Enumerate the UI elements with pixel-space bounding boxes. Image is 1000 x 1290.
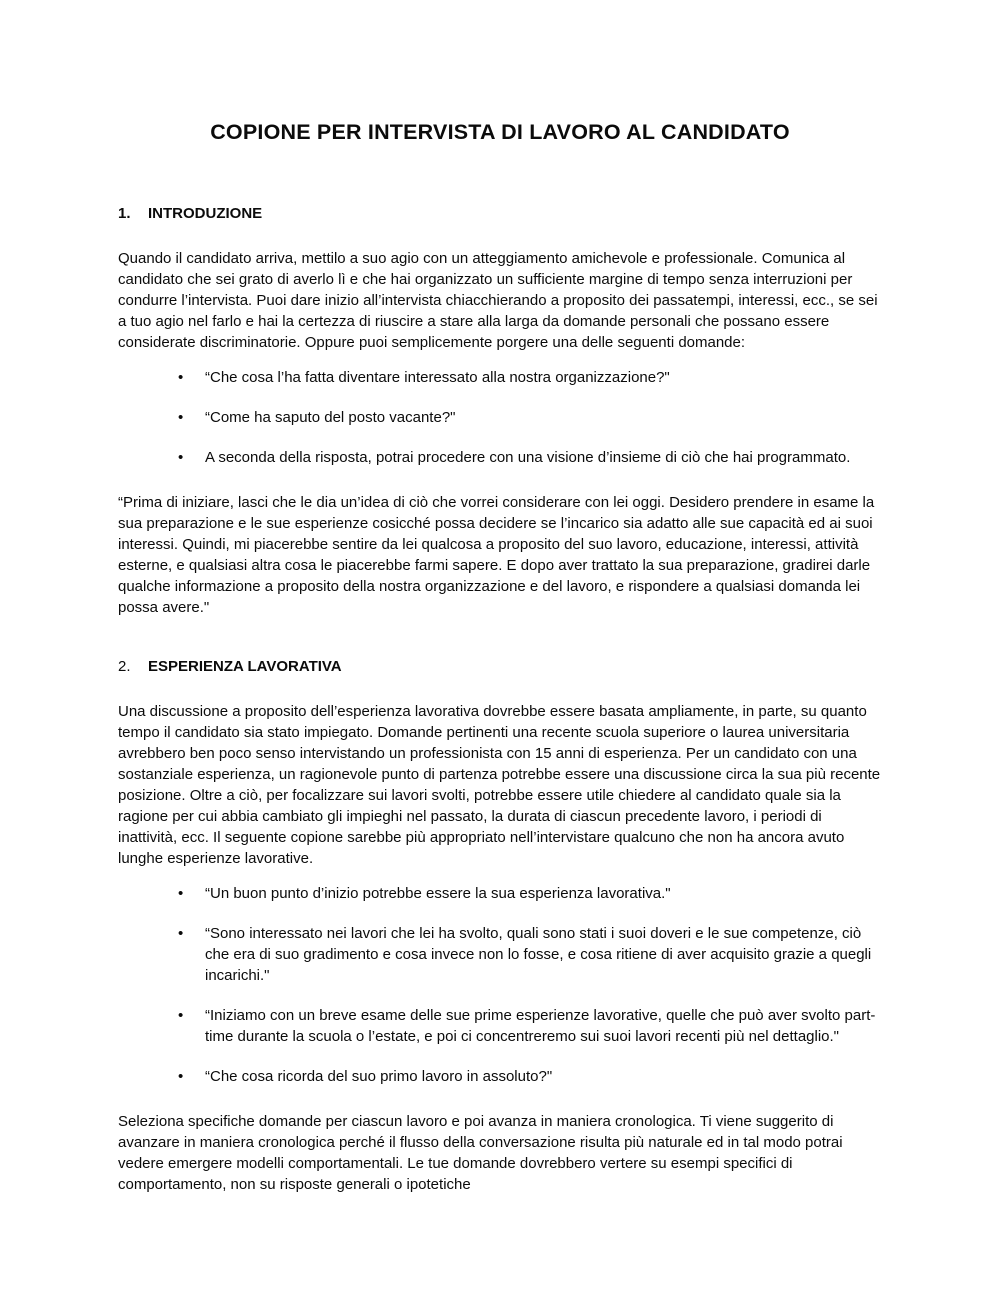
list-item: • “Che cosa ricorda del suo primo lavoro in assoluto?" — [205, 1066, 882, 1087]
section-1-heading — [118, 203, 882, 224]
section-introduzione — [118, 203, 882, 618]
section-2-heading-label: ESPERIENZA LAVORATIVA — [148, 658, 342, 675]
section-1-intro-paragraph: Quando il candidato arriva, mettilo a suo agio con un atteggiamento amichevole e professionale. Comunica al candidato che sei grato di averlo lì e che hai organizzato un sufficiente margine di tempo senza interruzioni per condurre l’intervista. Puoi dare inizio all’intervista chiacchierando a proposito dei passatempi, interessi, ecc., se sei a tuo agio nel farlo e hai la certezza di riuscire a stare alla larga da domande personali che possano essere considerate discriminatorie. Oppure puoi semplicemente porgere una delle seguenti domande: — [118, 250, 878, 351]
section-2-closing-paragraph: Seleziona specifiche domande per ciascun lavoro e poi avanza in maniera cronologica. Ti viene suggerito di avanzare in maniera cronologica perché il flusso della conversazione risulta più naturale ed in tal modo potrai vedere emergere modelli comportamentali. Le tue domande dovrebbero vertere su esempi specifici di comportamento, non su risposte generali o ipotetiche — [118, 1113, 843, 1193]
section-1-bullet-list — [118, 367, 882, 468]
section-1-closing-paragraph: “Prima di iniziare, lasci che le dia un’idea di ciò che vorrei considerare con lei oggi. Desidero prendere in esame la sua preparazione e le sue esperienze cosicché possa decidere se l’incarico sia adatto alle sue capacità ed ai suoi interessi. Quindi, mi piacerebbe sentire da lei qualcosa a proposito del suo lavoro, educazione, interessi, attività esterne, e qualsiasi altra cosa le piacerebbe farmi sapere. E dopo aver trattato la sua preparazione, gradirei darle qualche informazione a proposito della nostra organizzazione e del lavoro, e rispondere a qualsiasi domanda lei possa avere." — [118, 494, 875, 616]
list-item: • “Come ha saputo del posto vacante?" — [205, 407, 882, 428]
section-2-intro-paragraph: Una discussione a proposito dell’esperienza lavorativa dovrebbe essere basata ampliamente, in parte, su quanto tempo il candidato sia stato impiegato. Domande pertinenti una recente scuola superiore o laurea universitaria avrebbero ben poco senso intervistando un professionista con 15 anni di esperienza. Per un candidato con una sostanziale esperienza, un ragionevole punto di partenza potrebbe essere una discussione circa la sua più recente posizione. Oltre a ciò, per focalizzare sui lavori svolti, potrebbe essere utile chiedere al candidato quale sia la ragione per cui abbia cambiato gli impieghi nel passato, la durata di ciascun precedente lavoro, i periodi di inattività, ecc. Il seguente copione sarebbe più appropriato nell’intervistare qualcuno che non ha ancora avuto lunghe esperienze lavorative. — [118, 703, 881, 867]
section-2-number: 2. — [118, 658, 131, 675]
section-2-bullet-list — [118, 883, 882, 1087]
list-item: • “Iniziamo con un breve esame delle sue prime esperienze lavorative, quelle che può aver svolto part-time durante la scuola o l’estate, e poi ci concentreremo sui suoi lavori recenti più nel dettaglio." — [205, 1005, 882, 1047]
list-item: • “Che cosa l’ha fatta diventare interessato alla nostra organizzazione?" — [205, 367, 882, 388]
document-title: COPIONE PER INTERVISTA DI LAVORO AL CANDIDATO — [210, 120, 790, 144]
list-item: • “Un buon punto d’inizio potrebbe essere la sua esperienza lavorativa." — [205, 883, 882, 904]
section-2-heading — [118, 656, 882, 677]
list-item: • A seconda della risposta, potrai procedere con una visione d’insieme di ciò che hai programmato. — [205, 447, 882, 468]
list-item: • “Sono interessato nei lavori che lei ha svolto, quali sono stati i suoi doveri e le sue competenze, ciò che era di suo gradimento e cosa invece non lo fosse, e cosa ritiene di aver acquisito grazie a quegli incarichi." — [205, 923, 882, 986]
section-1-number: 1. — [118, 205, 131, 222]
section-esperienza-lavorativa — [118, 656, 882, 1195]
section-1-heading-label: INTRODUZIONE — [148, 205, 263, 222]
